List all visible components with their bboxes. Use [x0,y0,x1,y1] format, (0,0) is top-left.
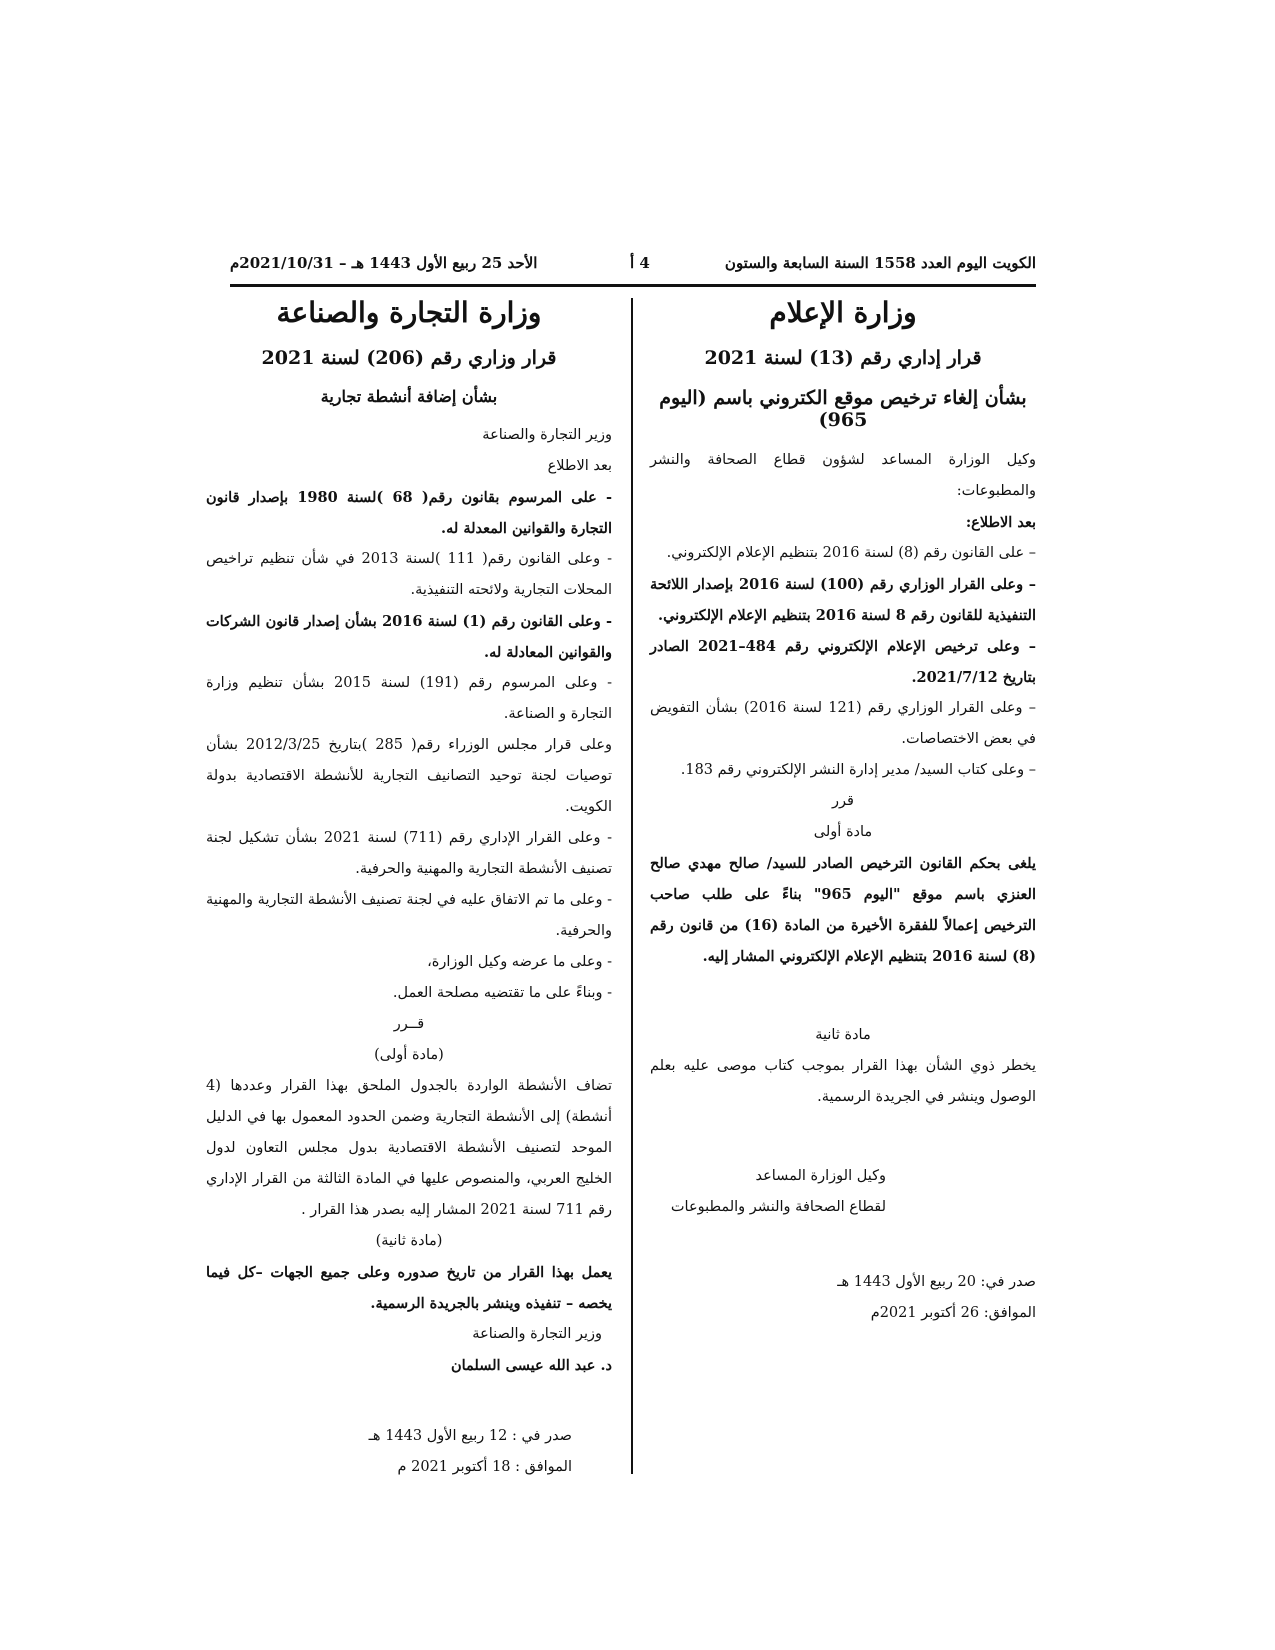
recital-item: - وعلى ما تم الاتفاق عليه في لجنة تصنيف الأنشطة التجارية والمهنية والحرفية. [206,892,612,939]
recital-item: وعلى قرار مجلس الوزراء رقم( 285 )بتاريخ 2012/3/25 بشأن توصيات لجنة توحيد التصانيف التجارية للأنشطة الاقتصادية بدولة الكويت. [206,737,612,815]
issued-date: صدر في: 20 ربيع الأول 1443 هـ [837,1274,1036,1290]
header-date: الأحد 25 ربيع الأول 1443 هـ – 2021/10/31م [230,254,538,272]
preamble: وزير التجارة والصناعة [482,427,612,443]
right-column [650,296,1036,1329]
recital-item: – على القانون رقم (8) لسنة 2016 بتنظيم الإعلام الإلكتروني. [666,545,1036,561]
article-title: مادة أولى [813,824,873,840]
left-column [206,296,612,1483]
decree-title: قرار إداري رقم (13) لسنة 2021 [704,347,982,369]
page-header [230,250,1036,280]
recital-item: - وعلى ما عرضه وكيل الوزارة، [427,954,612,970]
header-gazette-issue: الكويت اليوم العدد 1558 السنة السابعة والستون [724,254,1036,272]
signature-title: وزير التجارة والصناعة [472,1326,602,1342]
article-text: يلغى بحكم القانون الترخيص الصادر للسيد/ صالح مهدي صالح العنزي باسم موقع "اليوم 965" بناءً على طلب صاحب الترخيص إعمالاً للفقرة الأخيرة من المادة (16) من قانون رقم (8) لسنة 2016 بتنظيم الإعلام الإلكتروني المشار إليه. [650,855,1037,965]
recital-item: – وعلى كتاب السيد/ مدير إدارة النشر الإلكتروني رقم 183. [680,762,1036,778]
decided-label: قرر [832,793,854,809]
ministry-title: وزارة الإعلام [769,296,917,329]
recital-item: - وعلى القانون رقم( 111 )لسنة 2013 في شأن تنظيم تراخيص المحلات التجارية ولائحته التنفيذية. [206,551,612,598]
article-text: يخطر ذوي الشأن بهذا القرار بموجب كتاب موصى عليه بعلم الوصول وينشر في الجريدة الرسمية. [650,1058,1036,1105]
preamble: وكيل الوزارة المساعد لشؤون قطاع الصحافة والنشر والمطبوعات: [650,452,1036,499]
article-title: (مادة ثانية) [375,1233,443,1249]
article-text: يعمل بهذا القرار من تاريخ صدوره وعلى جميع الجهات –كل فيما يخصه – تنفيذه وينشر بالجريدة الرسمية. [206,1264,612,1312]
issued-date: صدر في : 12 ربيع الأول 1443 هـ [368,1428,572,1444]
header-rule [230,284,1036,287]
after-review: بعد الاطلاع [547,458,612,474]
recital-item: – وعلى ترخيص الإعلام الإلكتروني رقم 484–2021 الصادر بتاريخ 2021/7/12. [650,638,1036,686]
column-divider [631,298,633,1474]
article-title: مادة ثانية [815,1027,871,1043]
corresponding-date: الموافق: 26 أكتوبر 2021م [870,1305,1036,1321]
recital-item: – وعلى القرار الوزاري رقم (100) لسنة 2016 بإصدار اللائحة التنفيذية للقانون رقم 8 لسنة 2016 بتنظيم الإعلام الإلكتروني. [650,576,1036,624]
ministry-title: وزارة التجارة والصناعة [276,296,542,329]
issue-date-block [650,1267,1036,1329]
recital-item: - وعلى القرار الإداري رقم (711) لسنة 2021 بشأن تشكيل لجنة تصنيف الأنشطة التجارية والمهنية والحرفية. [206,830,612,877]
decided-label: قــرر [393,1016,425,1032]
article-text: تضاف الأنشطة الواردة بالجدول الملحق بهذا القرار وعددها (4 أنشطة) إلى الأنشطة التجارية وضمن الحدود المعمول بها في الدليل الموحد لتصنيف الأنشطة الاقتصادية بدول مجلس التعاون لدول الخليج العربي، والمنصوص عليها في المادة الثالثة من القرار الإداري رقم 711 لسنة 2021 المشار إليه بصدر هذا القرار . [206,1078,612,1218]
decree-title: قرار وزاري رقم (206) لسنة 2021 [261,347,557,369]
issue-date-block [206,1421,612,1483]
header-page-number: 4 أ [630,254,650,272]
recital-item: – وعلى القرار الوزاري رقم (121 لسنة 2016) بشأن التفويض في بعض الاختصاصات. [650,700,1036,747]
article-title: (مادة أولى) [374,1047,444,1063]
signature-name: د. عبد الله عيسى السلمان [450,1357,612,1374]
corresponding-date: الموافق : 18 أكتوبر 2021 م [397,1459,572,1475]
recital-item: - وعلى المرسوم رقم (191) لسنة 2015 بشأن تنظيم وزارة التجارة و الصناعة. [206,675,612,722]
signature-sector: لقطاع الصحافة والنشر والمطبوعات [670,1199,886,1215]
after-review: بعد الاطلاع: [965,514,1036,531]
decree-subject: بشأن إلغاء ترخيص موقع الكتروني باسم (اليوم 965) [659,387,1027,431]
decree-subject: بشأن إضافة أنشطة تجارية [320,387,498,406]
recital-item: - على المرسوم بقانون رقم( 68 )لسنة 1980 بإصدار قانون التجارة والقوانين المعدلة له. [206,489,612,537]
recital-item: - وبناءً على ما تقتضيه مصلحة العمل. [392,985,612,1001]
recital-item: - وعلى القانون رقم (1) لسنة 2016 بشأن إصدار قانون الشركات والقوانين المعادلة له. [206,613,613,661]
signature-title: وكيل الوزارة المساعد [755,1168,886,1184]
